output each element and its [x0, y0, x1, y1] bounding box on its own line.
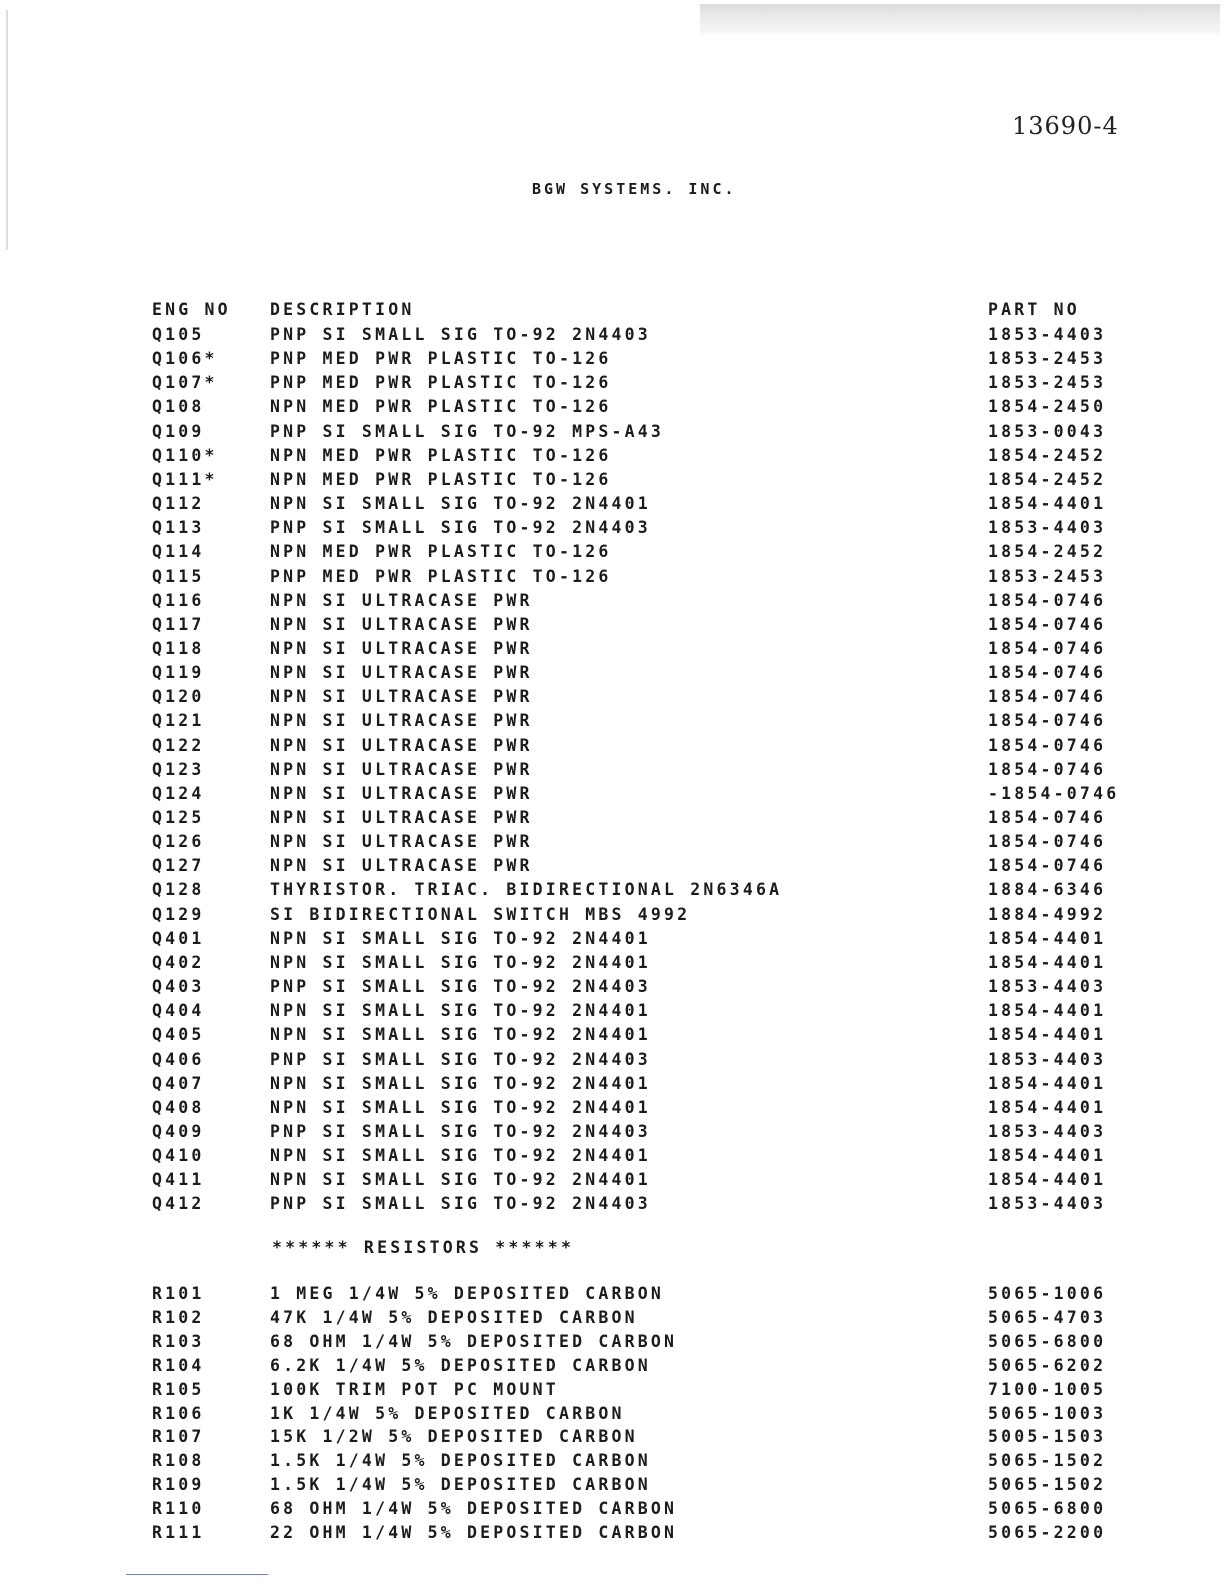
part-no-cell: 1853-2453: [988, 566, 1107, 586]
part-no-cell: 5065-1006: [988, 1284, 1107, 1303]
table-row: [0, 591, 1224, 615]
description-cell: NPN SI ULTRACASE PWR: [270, 590, 533, 610]
part-no-cell: 1854-4401: [988, 952, 1107, 972]
table-row: [0, 953, 1224, 977]
table-row: [0, 1308, 1224, 1332]
table-row: [0, 397, 1224, 421]
description-cell: 15K 1/2W 5% DEPOSITED CARBON: [270, 1427, 638, 1447]
table-row: [0, 567, 1224, 591]
section-heading-resistors: ****** RESISTORS ******: [272, 1238, 575, 1257]
eng-no-cell: Q410: [152, 1146, 205, 1166]
description-cell: 6.2K 1/4W 5% DEPOSITED CARBON: [270, 1355, 651, 1375]
description-cell: PNP SI SMALL SIG TO-92 2N4403: [270, 1049, 651, 1069]
description-cell: NPN SI SMALL SIG TO-92 2N4401: [270, 1097, 651, 1117]
description-cell: NPN SI ULTRACASE PWR: [270, 808, 533, 827]
part-no-cell: 1853-0043: [988, 421, 1107, 441]
part-no-cell: 1884-4992: [988, 904, 1107, 924]
part-no-cell: 5065-2200: [988, 1523, 1107, 1542]
description-cell: PNP SI SMALL SIG TO-92 2N4403: [270, 518, 651, 538]
description-cell: PNP MED PWR PLASTIC TO-126: [270, 566, 612, 586]
description-cell: NPN SI ULTRACASE PWR: [270, 759, 533, 779]
eng-no-cell: R105: [152, 1379, 205, 1399]
part-no-cell: 1853-4403: [988, 325, 1107, 344]
eng-no-cell: Q407: [152, 1073, 205, 1093]
table-row: [0, 1451, 1224, 1475]
eng-no-cell: Q411: [152, 1170, 205, 1190]
description-cell: NPN SI ULTRACASE PWR: [270, 832, 533, 852]
description-cell: NPN SI SMALL SIG TO-92 2N4401: [270, 1170, 651, 1190]
description-cell: 68 OHM 1/4W 5% DEPOSITED CARBON: [270, 1499, 678, 1519]
eng-no-cell: Q405: [152, 1025, 205, 1045]
eng-no-cell: Q404: [152, 1001, 205, 1021]
table-row: [0, 1475, 1224, 1499]
part-no-cell: 1854-4401: [988, 1001, 1107, 1021]
part-no-cell: 5005-1503: [988, 1427, 1107, 1447]
part-no-cell: -1854-0746: [988, 783, 1120, 803]
eng-no-cell: R104: [152, 1355, 205, 1375]
description-cell: 100K TRIM POT PC MOUNT: [270, 1379, 559, 1399]
part-no-cell: 1854-2452: [988, 542, 1107, 562]
eng-no-cell: R102: [152, 1307, 205, 1327]
table-row: [0, 977, 1224, 1001]
part-no-cell: 1854-0746: [988, 638, 1107, 658]
eng-no-cell: Q120: [152, 687, 205, 707]
table-row: [0, 760, 1224, 784]
part-no-cell: 1854-4401: [988, 1073, 1107, 1093]
description-cell: PNP SI SMALL SIG TO-92 2N4403: [270, 1194, 651, 1214]
description-cell: 47K 1/4W 5% DEPOSITED CARBON: [270, 1307, 638, 1327]
table-row: [0, 929, 1224, 953]
table-row: [0, 856, 1224, 880]
part-no-cell: 1854-0746: [988, 759, 1107, 779]
eng-no-cell: R107: [152, 1427, 205, 1447]
description-cell: 1.5K 1/4W 5% DEPOSITED CARBON: [270, 1475, 651, 1495]
eng-no-cell: Q110*: [152, 445, 218, 465]
table-row: [0, 905, 1224, 929]
part-no-cell: 1854-0746: [988, 856, 1107, 876]
table-row: [0, 1284, 1224, 1308]
eng-no-cell: R111: [152, 1523, 205, 1542]
eng-no-cell: R108: [152, 1451, 205, 1471]
table-row: [0, 325, 1224, 349]
table-row: [0, 832, 1224, 856]
part-no-cell: 1853-2453: [988, 373, 1107, 393]
eng-no-cell: Q409: [152, 1121, 205, 1141]
eng-no-cell: Q412: [152, 1194, 205, 1214]
table-row: [0, 1001, 1224, 1025]
eng-no-cell: Q115: [152, 566, 205, 586]
part-no-cell: 5065-6800: [988, 1331, 1107, 1351]
description-cell: SI BIDIRECTIONAL SWITCH MBS 4992: [270, 904, 691, 924]
eng-no-cell: Q129: [152, 904, 205, 924]
eng-no-cell: Q119: [152, 663, 205, 683]
description-cell: PNP SI SMALL SIG TO-92 2N4403: [270, 325, 651, 344]
description-cell: 22 OHM 1/4W 5% DEPOSITED CARBON: [270, 1523, 678, 1542]
document-number: 13690-4: [1012, 112, 1119, 140]
part-no-cell: 1854-0746: [988, 590, 1107, 610]
table-row: [0, 1523, 1224, 1547]
scan-edge-mark: [126, 1574, 268, 1575]
description-cell: NPN SI ULTRACASE PWR: [270, 783, 533, 803]
description-cell: 1K 1/4W 5% DEPOSITED CARBON: [270, 1403, 625, 1423]
eng-no-cell: R103: [152, 1331, 205, 1351]
eng-no-cell: Q124: [152, 783, 205, 803]
description-cell: NPN SI ULTRACASE PWR: [270, 638, 533, 658]
table-row: [0, 736, 1224, 760]
company-title: BGW SYSTEMS. INC.: [532, 180, 737, 198]
part-no-cell: 1854-0746: [988, 687, 1107, 707]
part-no-cell: 1854-2450: [988, 397, 1107, 417]
description-cell: PNP SI SMALL SIG TO-92 2N4403: [270, 977, 651, 997]
table-row: [0, 808, 1224, 832]
part-no-cell: 1854-2452: [988, 445, 1107, 465]
table-row: [0, 880, 1224, 904]
part-no-cell: 1853-4403: [988, 1194, 1107, 1214]
eng-no-cell: Q126: [152, 832, 205, 852]
description-cell: PNP SI SMALL SIG TO-92 MPS-A43: [270, 421, 665, 441]
table-row: [0, 663, 1224, 687]
description-cell: NPN SI ULTRACASE PWR: [270, 687, 533, 707]
table-row: [0, 1074, 1224, 1098]
eng-no-cell: R109: [152, 1475, 205, 1495]
table-row: [0, 470, 1224, 494]
table-row: [0, 1380, 1224, 1404]
table-row: [0, 494, 1224, 518]
eng-no-cell: Q403: [152, 977, 205, 997]
part-no-cell: 1853-4403: [988, 977, 1107, 997]
part-no-cell: 1854-4401: [988, 1025, 1107, 1045]
description-cell: NPN SI SMALL SIG TO-92 2N4401: [270, 1146, 651, 1166]
table-row: [0, 1025, 1224, 1049]
eng-no-cell: R101: [152, 1284, 205, 1303]
eng-no-cell: Q123: [152, 759, 205, 779]
description-cell: NPN SI ULTRACASE PWR: [270, 711, 533, 731]
table-row: [0, 687, 1224, 711]
eng-no-cell: Q125: [152, 808, 205, 827]
part-no-cell: 1854-4401: [988, 494, 1107, 514]
table-row: [0, 1122, 1224, 1146]
part-no-cell: 1854-0746: [988, 711, 1107, 731]
table-row: [0, 518, 1224, 542]
table-row: [0, 349, 1224, 373]
table-row: [0, 1427, 1224, 1451]
eng-no-cell: Q406: [152, 1049, 205, 1069]
description-cell: NPN SI SMALL SIG TO-92 2N4401: [270, 928, 651, 948]
eng-no-cell: Q112: [152, 494, 205, 514]
eng-no-cell: Q121: [152, 711, 205, 731]
header-eng-no: ENG NO: [152, 300, 231, 319]
part-no-cell: 1853-4403: [988, 1121, 1107, 1141]
table-row: [0, 1050, 1224, 1074]
description-cell: NPN SI ULTRACASE PWR: [270, 614, 533, 634]
scan-edge-shadow: [700, 4, 1220, 34]
eng-no-cell: Q408: [152, 1097, 205, 1117]
description-cell: PNP MED PWR PLASTIC TO-126: [270, 373, 612, 393]
part-no-cell: 5065-1502: [988, 1451, 1107, 1471]
table-row: [0, 1499, 1224, 1523]
table-row: [0, 1194, 1224, 1218]
part-no-cell: 1854-4401: [988, 1097, 1107, 1117]
eng-no-cell: Q111*: [152, 469, 218, 489]
part-no-cell: 7100-1005: [988, 1379, 1107, 1399]
eng-no-cell: Q108: [152, 397, 205, 417]
table-row: [0, 1332, 1224, 1356]
part-no-cell: 1853-2453: [988, 349, 1107, 369]
eng-no-cell: Q401: [152, 928, 205, 948]
description-cell: 1 MEG 1/4W 5% DEPOSITED CARBON: [270, 1284, 665, 1303]
part-no-cell: 1854-0746: [988, 832, 1107, 852]
description-cell: NPN SI SMALL SIG TO-92 2N4401: [270, 1073, 651, 1093]
part-no-cell: 5065-1502: [988, 1475, 1107, 1495]
eng-no-cell: R110: [152, 1499, 205, 1519]
table-row: [0, 542, 1224, 566]
part-no-cell: 1854-4401: [988, 1170, 1107, 1190]
part-no-cell: 1853-4403: [988, 1049, 1107, 1069]
description-cell: NPN SI SMALL SIG TO-92 2N4401: [270, 952, 651, 972]
table-row: [0, 711, 1224, 735]
description-cell: NPN SI SMALL SIG TO-92 2N4401: [270, 494, 651, 514]
eng-no-cell: Q116: [152, 590, 205, 610]
eng-no-cell: Q127: [152, 856, 205, 876]
description-cell: NPN SI SMALL SIG TO-92 2N4401: [270, 1025, 651, 1045]
description-cell: THYRISTOR. TRIAC. BIDIRECTIONAL 2N6346A: [270, 880, 783, 900]
description-cell: NPN SI ULTRACASE PWR: [270, 663, 533, 683]
eng-no-cell: Q122: [152, 735, 205, 755]
part-no-cell: 1884-6346: [988, 880, 1107, 900]
part-no-cell: 1854-4401: [988, 928, 1107, 948]
description-cell: NPN SI ULTRACASE PWR: [270, 856, 533, 876]
table-row: [0, 373, 1224, 397]
part-no-cell: 1854-0746: [988, 663, 1107, 683]
table-row: [0, 1146, 1224, 1170]
table-row: [0, 639, 1224, 663]
eng-no-cell: Q114: [152, 542, 205, 562]
description-cell: NPN MED PWR PLASTIC TO-126: [270, 445, 612, 465]
table-row: [0, 446, 1224, 470]
description-cell: PNP SI SMALL SIG TO-92 2N4403: [270, 1121, 651, 1141]
part-no-cell: 5065-6202: [988, 1355, 1107, 1375]
description-cell: NPN MED PWR PLASTIC TO-126: [270, 397, 612, 417]
header-description: DESCRIPTION: [270, 300, 415, 319]
eng-no-cell: Q107*: [152, 373, 218, 393]
eng-no-cell: R106: [152, 1403, 205, 1423]
table-row: [0, 1098, 1224, 1122]
part-no-cell: 5065-4703: [988, 1307, 1107, 1327]
table-row: [0, 1170, 1224, 1194]
eng-no-cell: Q105: [152, 325, 205, 344]
description-cell: NPN SI ULTRACASE PWR: [270, 735, 533, 755]
table-row: [0, 1356, 1224, 1380]
part-no-cell: 5065-1003: [988, 1403, 1107, 1423]
part-no-cell: 1854-4401: [988, 1146, 1107, 1166]
part-no-cell: 1854-2452: [988, 469, 1107, 489]
table-header: [0, 300, 1224, 324]
description-cell: NPN MED PWR PLASTIC TO-126: [270, 469, 612, 489]
eng-no-cell: Q117: [152, 614, 205, 634]
description-cell: PNP MED PWR PLASTIC TO-126: [270, 349, 612, 369]
part-no-cell: 1853-4403: [988, 518, 1107, 538]
eng-no-cell: Q113: [152, 518, 205, 538]
table-row: [0, 422, 1224, 446]
part-no-cell: 5065-6800: [988, 1499, 1107, 1519]
part-no-cell: 1854-0746: [988, 808, 1107, 827]
part-no-cell: 1854-0746: [988, 735, 1107, 755]
eng-no-cell: Q402: [152, 952, 205, 972]
description-cell: NPN SI SMALL SIG TO-92 2N4401: [270, 1001, 651, 1021]
eng-no-cell: Q118: [152, 638, 205, 658]
description-cell: NPN MED PWR PLASTIC TO-126: [270, 542, 612, 562]
eng-no-cell: Q109: [152, 421, 205, 441]
table-row: [0, 784, 1224, 808]
scan-edge-line: [6, 10, 8, 250]
table-row: [0, 1404, 1224, 1428]
description-cell: 68 OHM 1/4W 5% DEPOSITED CARBON: [270, 1331, 678, 1351]
eng-no-cell: Q106*: [152, 349, 218, 369]
part-no-cell: 1854-0746: [988, 614, 1107, 634]
header-part-no: PART NO: [988, 300, 1080, 319]
description-cell: 1.5K 1/4W 5% DEPOSITED CARBON: [270, 1451, 651, 1471]
table-row: [0, 615, 1224, 639]
eng-no-cell: Q128: [152, 880, 205, 900]
